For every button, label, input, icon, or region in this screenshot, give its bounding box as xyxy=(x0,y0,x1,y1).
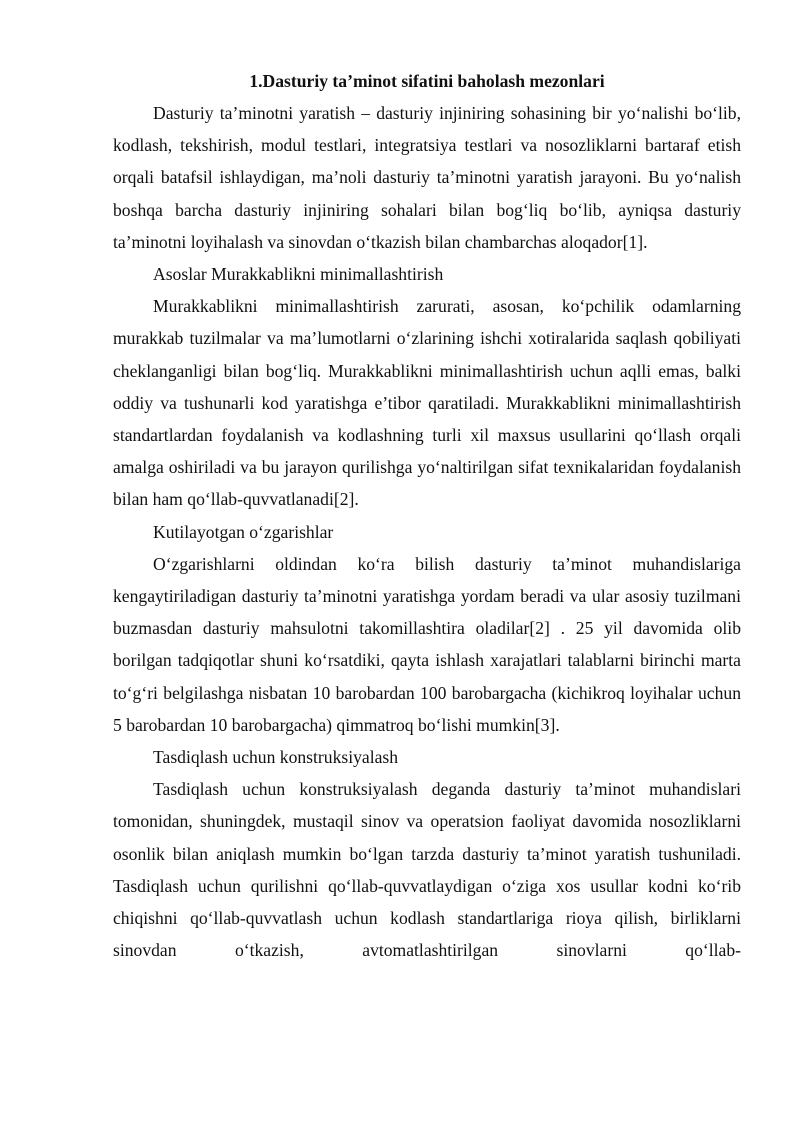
document-body xyxy=(113,97,741,966)
heading-complexity: Asoslar Murakkablikni minimallashtirish xyxy=(153,264,444,285)
document-title: 1.Dasturiy ta’minot sifatini baholash mezonlari xyxy=(249,71,605,91)
heading-verification: Tasdiqlash uchun konstruksiyalash xyxy=(153,747,399,768)
paragraph-complexity: Murakkablikni minimallashtirish zarurati, asosan, ko‘pchilik odamlarning murakkab tuzilmalar va ma’lumotlarni o‘zlarining ishchi xotiralarida saqlash qobiliyati cheklanganligi bilan bog‘liq. Murakkablikni minimallashtirish uchun aqlli emas, balki oddiy va tushunarli kod yaratishga e’tibor qaratiladi. Murakkablikni minimallashtirish standartlardan foydalanish va kodlashning turli xil maxsus usullarini qo‘llash orqali amalga oshiriladi va bu jarayon qurilishga yo‘naltirilgan sifat texnikalaridan foydalanish bilan ham qo‘llab-quvvatlanadi[2]. xyxy=(113,296,741,510)
paragraph-intro: Dasturiy ta’minotni yaratish – dasturiy injiniring sohasining bir yo‘nalishi bo‘lib, kodlash, tekshirish, modul testlari, integratsiya testlari va nosozliklarni bartaraf etish orqali batafsil ishlaydigan, ma’noli dasturiy ta’minotni yaratish jarayoni. Bu yo‘nalish boshqa barcha dasturiy injiniring sohalari bilan bog‘liq bo‘lib, ayniqsa dasturiy ta’minotni loyihalash va sinovdan o‘tkazish bilan chambarchas aloqador[1]. xyxy=(113,103,741,252)
paragraph-changes: O‘zgarishlarni oldindan ko‘ra bilish dasturiy ta’minot muhandislariga kengaytiriladigan dasturiy ta’minotni yaratishga yordam beradi va ular asosiy tuzilmani buzmasdan dasturiy mahsulotni takomillashtira oladilar[2] . 25 yil davomida olib borilgan tadqiqotlar shuni ko‘rsatdiki, qayta ishlash xarajatlari talablarni birinchi marta to‘g‘ri belgilashga nisbatan 10 barobardan 100 barobargacha (kichikroq loyihalar uchun 5 barobardan 10 barobargacha) qimmatroq bo‘lishi mumkin[3]. xyxy=(113,553,741,735)
paragraph-verification: Tasdiqlash uchun konstruksiyalash deganda dasturiy ta’minot muhandislari tomonidan, shuningdek, mustaqil sinov va operatsion faoliyat davomida nosozliklarni osonlik bilan aniqlash mumkin bo‘lgan tarzda dasturiy ta’minot yaratish tushuniladi. Tasdiqlash uchun qurilishni qo‘llab-quvvatlaydigan o‘ziga xos usullar kodni ko‘rib chiqishni qo‘llab-quvvatlash uchun kodlash standartlariga rioya qilish, birliklarni sinovdan o‘tkazish, avtomatlashtirilgan sinovlarni qo‘llab- xyxy=(113,779,741,961)
heading-changes: Kutilayotgan o‘zgarishlar xyxy=(153,521,334,542)
